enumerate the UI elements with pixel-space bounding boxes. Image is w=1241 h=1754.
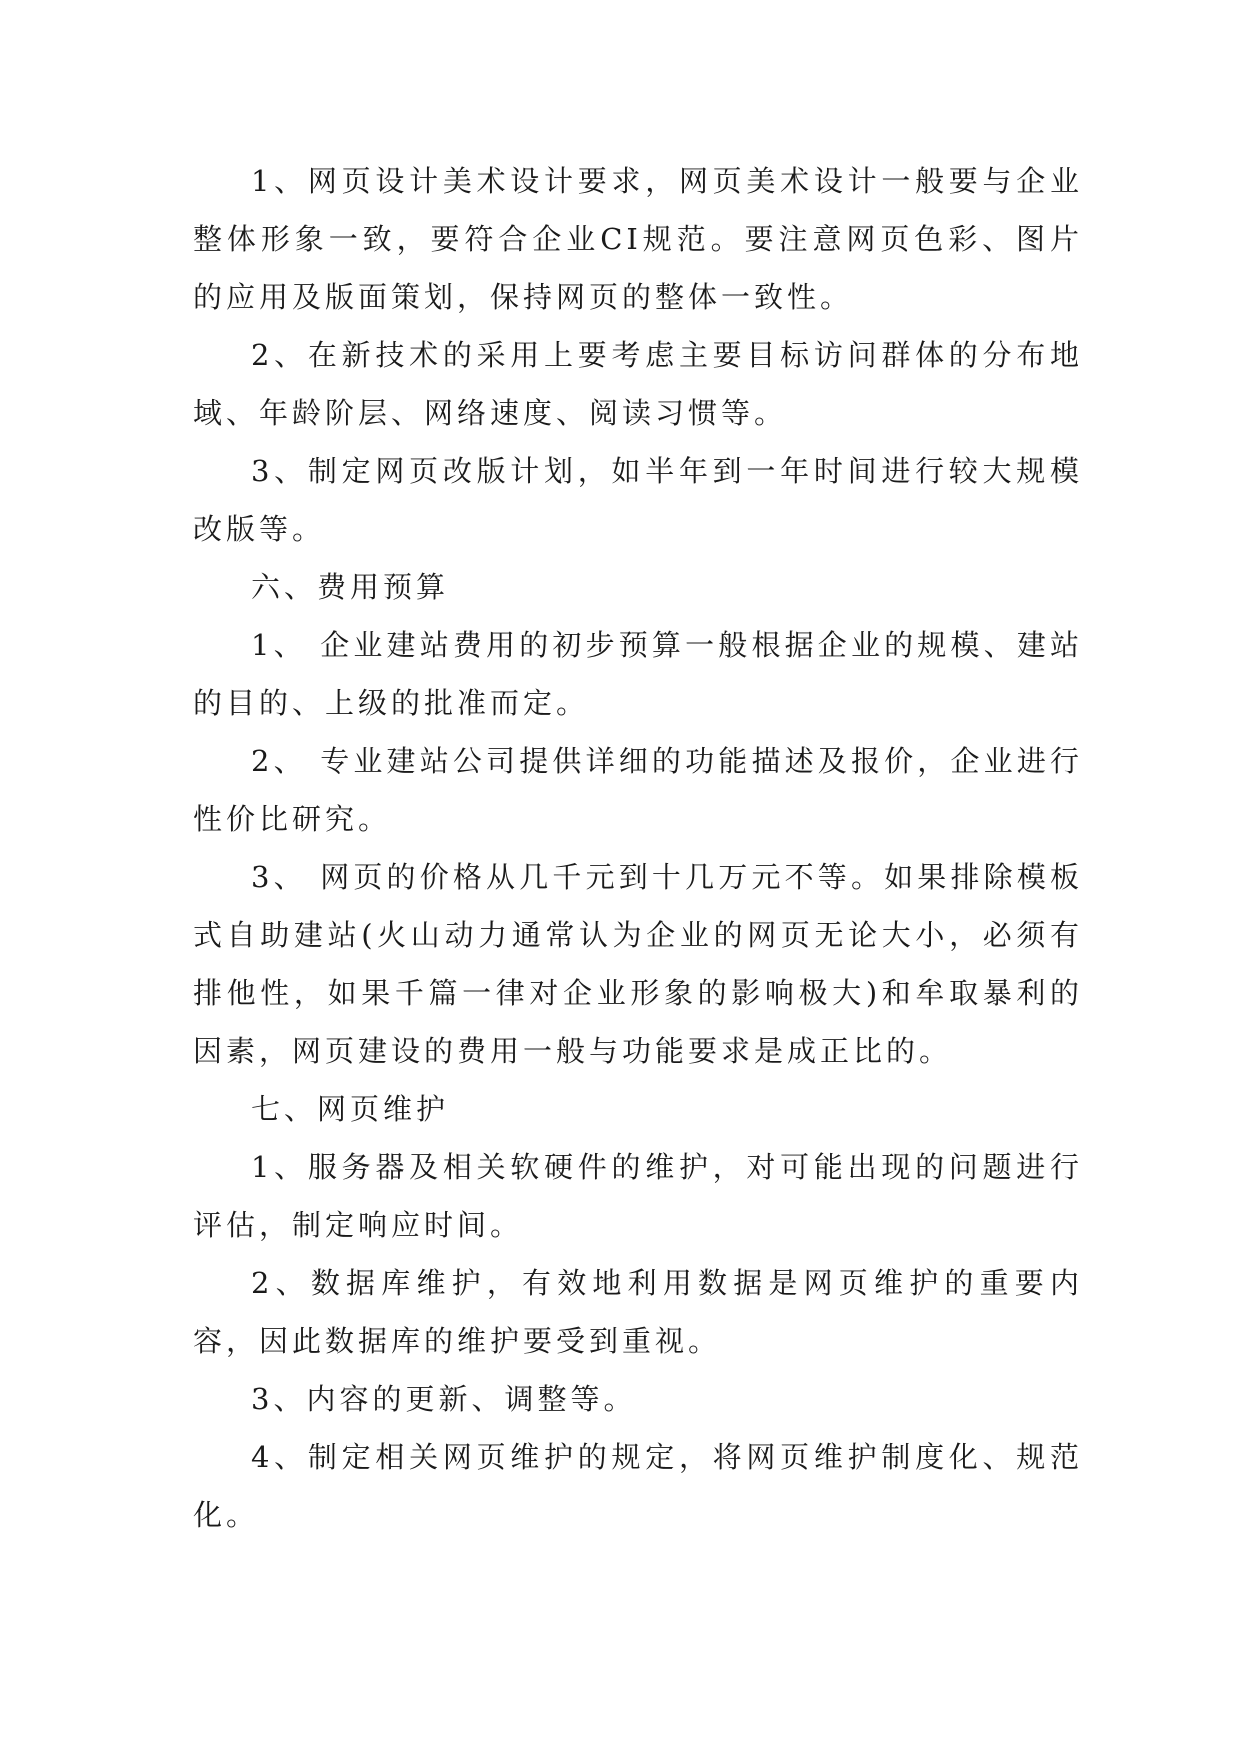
- section-heading-maintenance: 七、网页维护: [251, 1092, 450, 1126]
- document-page: [193, 152, 1083, 1544]
- paragraph-design-requirements: 1、网页设计美术设计要求，网页美术设计一般要与企业整体形象一致，要符合企业CI规范。要注意网页色彩、图片的应用及版面策划，保持网页的整体一致性。: [193, 164, 1083, 314]
- paragraph-budget-quotation: 2、 专业建站公司提供详细的功能描述及报价，企业进行性价比研究。: [193, 744, 1083, 836]
- paragraph-budget-price: 3、 网页的价格从几千元到十几万元不等。如果排除模板式自助建站(火山动力通常认为企业的网页无论大小，必须有排他性，如果千篇一律对企业形象的影响极大)和牟取暴利的因素，网页建设的费用一般与功能要求是成正比的。: [193, 860, 1083, 1068]
- section-heading-budget: 六、费用预算: [251, 570, 450, 604]
- paragraph-redesign-plan: 3、制定网页改版计划，如半年到一年时间进行较大规模改版等。: [193, 454, 1083, 546]
- paragraph-new-technology: 2、在新技术的采用上要考虑主要目标访问群体的分布地域、年龄阶层、网络速度、阅读习惯等。: [193, 338, 1083, 430]
- paragraph-budget-preliminary: 1、 企业建站费用的初步预算一般根据企业的规模、建站的目的、上级的批准而定。: [193, 628, 1083, 720]
- paragraph-server-maintenance: 1、服务器及相关软硬件的维护，对可能出现的问题进行评估，制定响应时间。: [193, 1150, 1083, 1242]
- paragraph-database-maintenance: 2、数据库维护，有效地利用数据是网页维护的重要内容，因此数据库的维护要受到重视。: [193, 1266, 1083, 1358]
- paragraph-maintenance-rules: 4、制定相关网页维护的规定，将网页维护制度化、规范化。: [193, 1440, 1083, 1532]
- paragraph-content-update: 3、内容的更新、调整等。: [251, 1382, 637, 1416]
